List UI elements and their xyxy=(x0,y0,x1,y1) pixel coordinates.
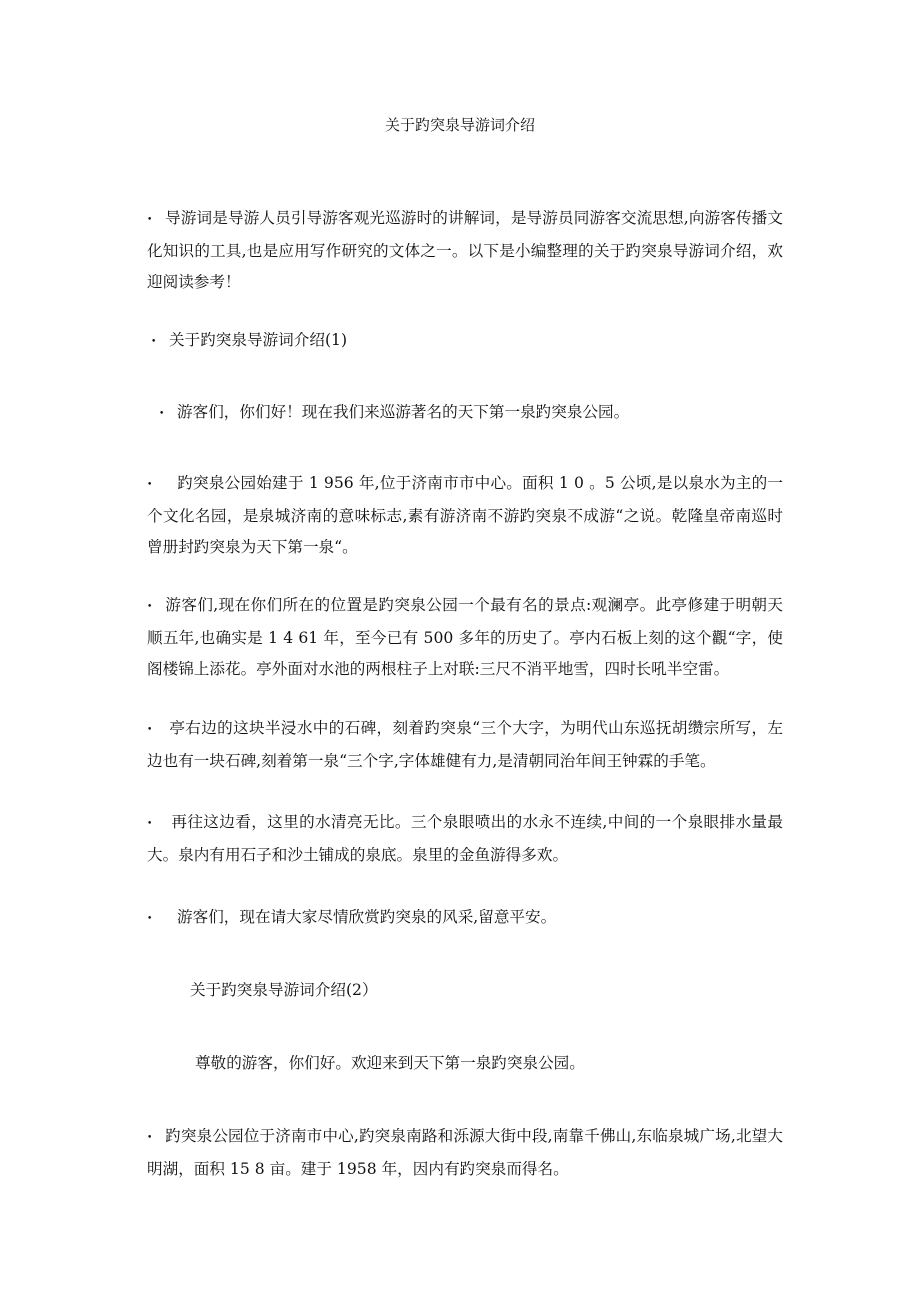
bullet-icon: • xyxy=(147,602,153,612)
bullet-icon: • xyxy=(151,337,157,347)
paragraph-text: 亭右边的这块半浸水中的石碑，刻着趵突泉“三个大字，为明代山东巡抚胡缵宗所写，左边也有一块石碑,刻着第一泉“三个字,字体雄健有力,是清朝同治年间王钟霖的手笔。 xyxy=(147,719,783,770)
paragraph xyxy=(147,468,783,563)
bullet-icon: • xyxy=(147,819,153,829)
heading-text: 关于趵突泉导游词介绍(2） xyxy=(190,981,378,999)
paragraph xyxy=(147,1121,783,1185)
paragraph xyxy=(147,590,783,685)
bullet-icon: • xyxy=(159,409,165,419)
heading-text: 关于趵突泉导游词介绍(1) xyxy=(169,331,348,349)
paragraph xyxy=(147,397,795,430)
paragraph xyxy=(147,713,783,777)
paragraph xyxy=(195,1048,780,1079)
paragraph-text: 游客们，现在请大家尽情欣赏趵突泉的风采,留意平安。 xyxy=(177,908,557,926)
document-title: 关于趵突泉导游词介绍 xyxy=(384,116,535,134)
paragraph-text: 趵突泉公园位于济南市中心,趵突泉南路和泺源大街中段,南靠千佛山,东临泉城广场,北望大明湖，面积 15 8 亩。建于 1958 年，因内有趵突泉而得名。 xyxy=(147,1127,783,1178)
paragraph-text: 游客们,现在你们所在的位置是趵突泉公园一个最有名的景点:观澜亭。此亭修建于明朝天顺五年,也确实是 1 4 61 年，至今已有 500 多年的历史了。亭内石板上刻的这个觀“字，使阁楼锦上添花。亭外面对水池的两根柱子上对联:三尺不消平地雪，四时长吼半空雷。 xyxy=(147,596,783,678)
paragraph-text: 尊敬的游客，你们好。欢迎来到天下第一泉趵突泉公园。 xyxy=(195,1054,585,1072)
heading-part-2 xyxy=(190,975,780,1006)
bullet-icon: • xyxy=(147,914,153,924)
paragraph-text: 趵突泉公园始建于 1 956 年,位于济南市市中心。面积 1 0 。5 公顷,是以泉水为主的一个文化名园，是泉城济南的意味标志,素有游济南不游趵突泉不成游“之说。乾隆皇帝南巡时曾册封趵突泉为天下第一泉“。 xyxy=(147,474,783,556)
bullet-icon: • xyxy=(147,725,153,735)
paragraph xyxy=(147,902,783,935)
paragraph-text: 再往这边看，这里的水清亮无比。三个泉眼喷出的水永不连续,中间的一个泉眼排水量最大。泉内有用石子和沙土铺成的泉底。泉里的金鱼游得多欢。 xyxy=(147,813,783,864)
paragraph-text: 游客们，你们好！现在我们来巡游著名的天下第一泉趵突泉公园。 xyxy=(177,403,630,421)
paragraph-intro xyxy=(147,203,783,298)
bullet-icon: • xyxy=(147,480,153,490)
heading-part-1 xyxy=(147,325,787,358)
paragraph-text: 导游词是导游人员引导游客观光巡游时的讲解词，是导游员同游客交流思想,向游客传播文化知识的工具,也是应用写作研究的文体之一。以下是小编整理的关于趵突泉导游词介绍，欢迎阅读参考！ xyxy=(147,209,783,291)
bullet-icon: • xyxy=(147,215,153,225)
bullet-icon: • xyxy=(147,1133,153,1143)
paragraph xyxy=(147,807,783,871)
